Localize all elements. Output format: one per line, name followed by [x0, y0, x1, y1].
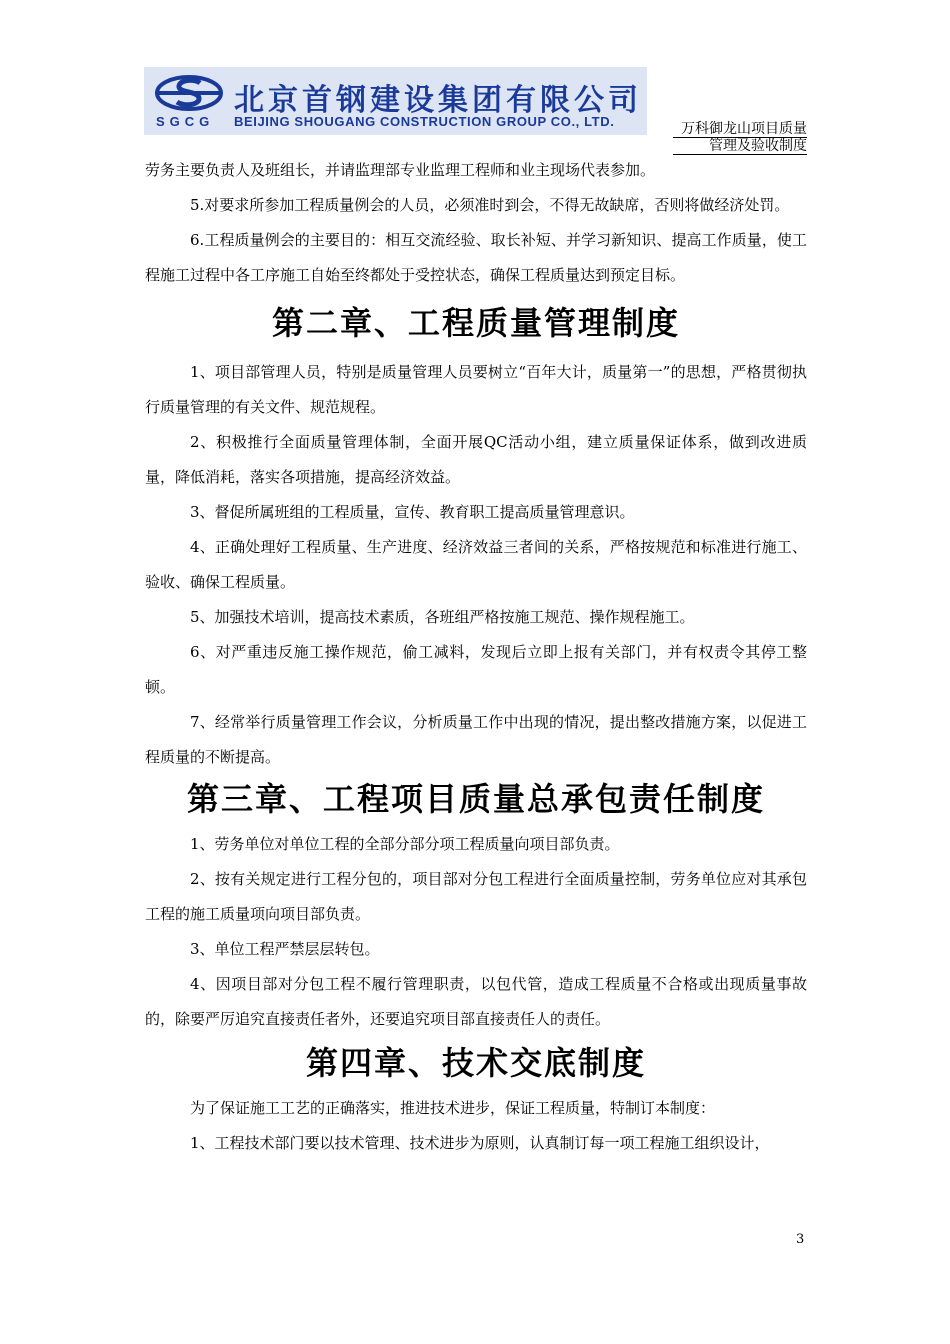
- paragraph: 5、加强技术培训，提高技术素质，各班组严格按施工规范、操作规程施工。: [190, 608, 695, 626]
- doc-title-line1: 万科御龙山项目质量: [673, 121, 807, 138]
- paragraph: 6、对严重违反施工操作规范，偷工减料，发现后立即上报有关部门，并有权责令其停工整顿。: [145, 643, 807, 696]
- paragraph: 1、劳务单位对单位工程的全部分部分项工程质量向项目部负责。: [190, 835, 620, 853]
- paragraph: 1、项目部管理人员，特别是质量管理人员要树立“百年大计，质量第一”的思想，严格贯彻执行质量管理的有关文件、规范规程。: [145, 363, 807, 416]
- paragraph: 7、经常举行质量管理工作会议，分析质量工作中出现的情况，提出整改措施方案，以促进工程质量的不断提高。: [145, 713, 807, 766]
- paragraph: 6.工程质量例会的主要目的：相互交流经验、取长补短、并学习新知识、提高工作质量，使工程施工过程中各工序施工自始至终都处于受控状态，确保工程质量达到预定目标。: [145, 231, 807, 284]
- page-number: 3: [796, 1232, 805, 1247]
- company-abbr: SGCG: [156, 114, 215, 129]
- company-name-en: BEIJING SHOUGANG CONSTRUCTION GROUP CO., LTD.: [234, 114, 615, 129]
- paragraph: 3、督促所属班组的工程质量，宣传、教育职工提高质量管理意识。: [190, 503, 635, 521]
- sgcg-emblem-icon: [154, 74, 224, 112]
- doc-header-title: [673, 121, 807, 155]
- company-name-cn: 北京首钢建设集团有限公司: [234, 83, 642, 118]
- paragraph: 4、正确处理好工程质量、生产进度、经济效益三者间的关系，严格按规范和标准进行施工、验收、确保工程质量。: [145, 538, 807, 591]
- company-logo: [144, 67, 647, 135]
- paragraph: 为了保证施工工艺的正确落实，推进技术进步，保证工程质量，特制订本制度：: [190, 1099, 716, 1117]
- paragraph: 2、按有关规定进行工程分包的，项目部对分包工程进行全面质量控制，劳务单位应对其承包工程的施工质量项向项目部负责。: [145, 870, 807, 923]
- document-body: [145, 153, 807, 1161]
- paragraph: 2、积极推行全面质量管理体制，全面开展QC活动小组，建立质量保证体系，做到改进质量，降低消耗，落实各项措施，提高经济效益。: [145, 433, 807, 486]
- chapter-3-title: 第三章、工程项目质量总承包责任制度: [186, 780, 765, 818]
- paragraph: 劳务主要负责人及班组长，并请监理部专业监理工程师和业主现场代表参加。: [145, 161, 656, 179]
- paragraph: 4、因项目部对分包工程不履行管理职责，以包代管，造成工程质量不合格或出现质量事故的，除要严厉追究直接责任者外，还要追究项目部直接责任人的责任。: [145, 975, 807, 1028]
- chapter-2-title: 第二章、工程质量管理制度: [271, 304, 680, 342]
- chapter-4-title: 第四章、技术交底制度: [305, 1044, 646, 1082]
- doc-title-line2: 管理及验收制度: [673, 138, 807, 155]
- paragraph: 1、工程技术部门要以技术管理、技术进步为原则，认真制订每一项工程施工组织设计，: [190, 1134, 770, 1152]
- paragraph: 5.对要求所参加工程质量例会的人员，必须准时到会，不得无故缺席，否则将做经济处罚。: [190, 196, 790, 214]
- paragraph: 3、单位工程严禁层层转包。: [190, 940, 380, 958]
